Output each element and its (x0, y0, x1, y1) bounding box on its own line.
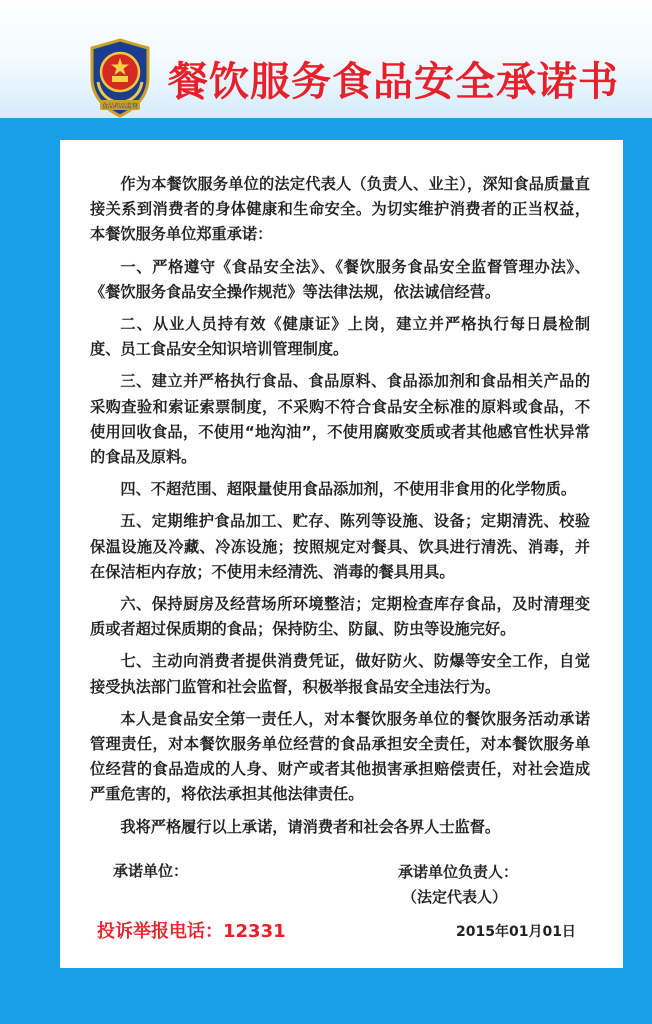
complaint-hotline: 投诉举报电话：12331 (97, 921, 286, 942)
food-safety-emblem-icon (86, 38, 154, 122)
intro-paragraph: 作为本餐饮服务单位的法定代表人（负责人、业主），深知食品质量直接关系到消费者的身体健康和生命安全。为切实维护消费者的正当权益，本餐饮服务单位郑重承诺： (90, 175, 590, 244)
responsibility-paragraph: 本人是食品安全第一责任人，对本餐饮服务单位的餐饮服务活动承诺管理责任，对本餐饮服务单位经营的食品承担安全责任，对本餐饮服务单位经营的食品造成的人身、财产或者其他损害承担赔偿责任，对社会造成严重危害的，将依法承担其他法律责任。 (90, 709, 590, 804)
emblem-text: 食品药品监督 (101, 103, 139, 110)
page-title: 餐饮服务食品安全承诺书 (168, 59, 619, 105)
clause-7: 七、主动向消费者提供消费凭证，做好防火、防爆等安全工作，自觉接受执法部门监管和社会监督，积极举报食品安全违法行为。 (90, 652, 590, 696)
clause-6: 六、保持厨房及经营场所环境整洁；定期检查库存食品，及时清理变质或者超过保质期的食品；保持防尘、防鼠、防虫等设施完好。 (90, 595, 590, 639)
clause-1: 一、严格遵守《食品安全法》、《餐饮服务食品安全监督管理办法》、《餐饮服务食品安全操作规范》等法律法规，依法诚信经营。 (90, 257, 590, 301)
closing-paragraph: 我将严格履行以上承诺，请消费者和社会各界人士监督。 (120, 817, 501, 836)
clause-4: 四、不超范围、超限量使用食品添加剂，不使用非食用的化学物质。 (120, 480, 577, 499)
document-date: 2015年01月01日 (456, 924, 576, 940)
legal-representative-label: （法定代表人） (402, 888, 508, 906)
clause-2: 二、从业人员持有效《健康证》上岗，建立并严格执行每日晨检制度、员工食品安全知识培训管理制度。 (90, 315, 590, 359)
responsible-person-block (398, 860, 518, 910)
clause-5: 五、定期维护食品加工、贮存、陈列等设施、设备；定期清洗、校验保温设施及冷藏、冷冻设施；按照规定对餐具、饮具进行清洗、消毒，并在保洁柜内存放；不使用未经清洗、消毒的餐具用具。 (90, 512, 590, 581)
responsible-person-label: 承诺单位负责人： (398, 863, 519, 881)
commitment-body (90, 172, 590, 847)
clause-3: 三、建立并严格执行食品、食品原料、食品添加剂和食品相关产品的采购查验和索证索票制度，不采购不符合食品安全标准的原料或食品，不使用回收食品，不使用“地沟油”，不使用腐败变质或者其他感官性状异常的食品及原料。 (90, 372, 590, 467)
committing-unit-label: 承诺单位： (113, 862, 189, 880)
